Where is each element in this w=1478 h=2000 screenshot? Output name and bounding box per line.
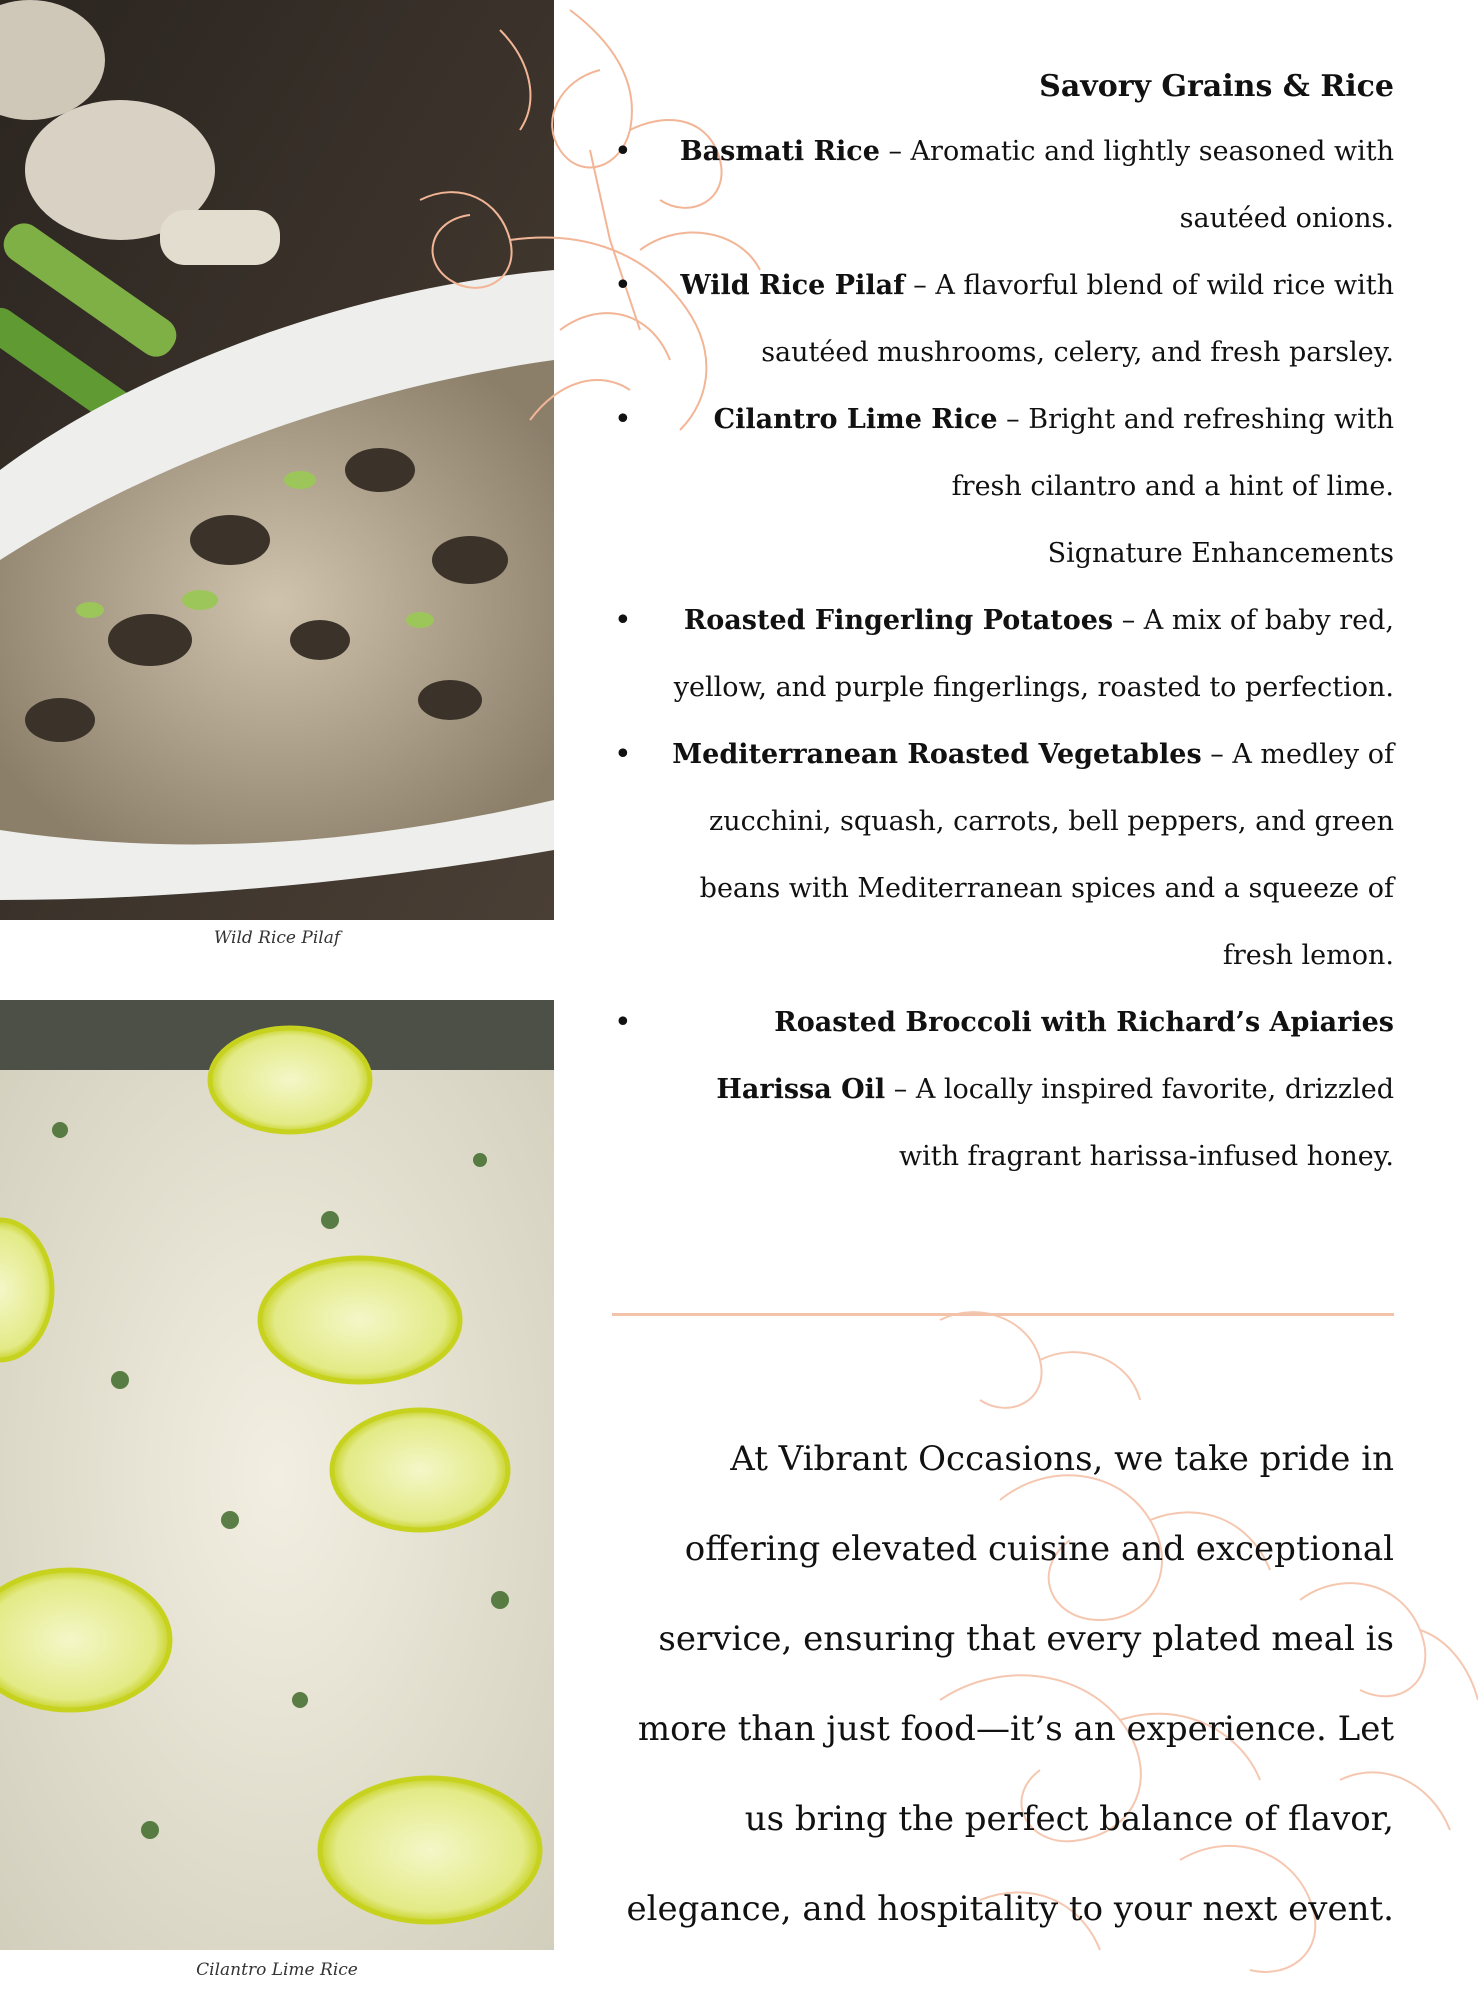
item-name: Basmati Rice (679, 136, 880, 167)
item-name: Mediterranean Roasted Vegetables (672, 739, 1202, 770)
menu-section (612, 62, 1394, 1190)
item-description: – A mix of baby red, yellow, and purple fingerlings, roasted to perfection. (673, 605, 1394, 703)
section-title: Savory Grains & Rice (1039, 69, 1394, 104)
cilantro-lime-rice-photo (0, 1000, 554, 1950)
item-name: Wild Rice Pilaf (680, 270, 905, 301)
list-item (612, 252, 1394, 386)
item-description: – Bright and refreshing with fresh cilantro and a hint of lime. (951, 404, 1394, 502)
item-description: – A flavorful blend of wild rice with sautéed mushrooms, celery, and fresh parsley. (761, 270, 1394, 368)
item-name: Roasted Fingerling Potatoes (683, 605, 1114, 636)
grains-list (612, 118, 1394, 520)
item-description: – A medley of zucchini, squash, carrots, bell peppers, and green beans with Mediterranean spices and a squeeze of fresh lemon. (699, 739, 1394, 971)
enhancements-list (612, 587, 1394, 1190)
list-item (612, 587, 1394, 721)
list-item (612, 989, 1394, 1190)
list-item (612, 386, 1394, 520)
list-item (612, 721, 1394, 989)
closing-statement: At Vibrant Occasions, we take pride in offering elevated cuisine and exceptional service, ensuring that every plated meal is more than just food—it’s an experience. Let us bring the perfect balance of flavor, elegance, and hospitality to your next event. (626, 1439, 1394, 1929)
item-name: Roasted Broccoli with Richard’s Apiaries Harissa Oil (716, 1007, 1394, 1105)
cilantro-lime-rice-caption: Cilantro Lime Rice (196, 1960, 358, 1980)
wild-rice-pilaf-caption: Wild Rice Pilaf (213, 928, 341, 948)
item-name: Cilantro Lime Rice (713, 404, 998, 435)
subheading: Signature Enhancements (1047, 538, 1394, 569)
wild-rice-pilaf-photo (0, 0, 554, 920)
section-divider (612, 1313, 1394, 1316)
list-item (612, 118, 1394, 252)
item-description: – A locally inspired favorite, drizzled with fragrant harissa-infused honey. (885, 1074, 1394, 1172)
item-description: – Aromatic and lightly seasoned with sautéed onions. (879, 136, 1394, 234)
